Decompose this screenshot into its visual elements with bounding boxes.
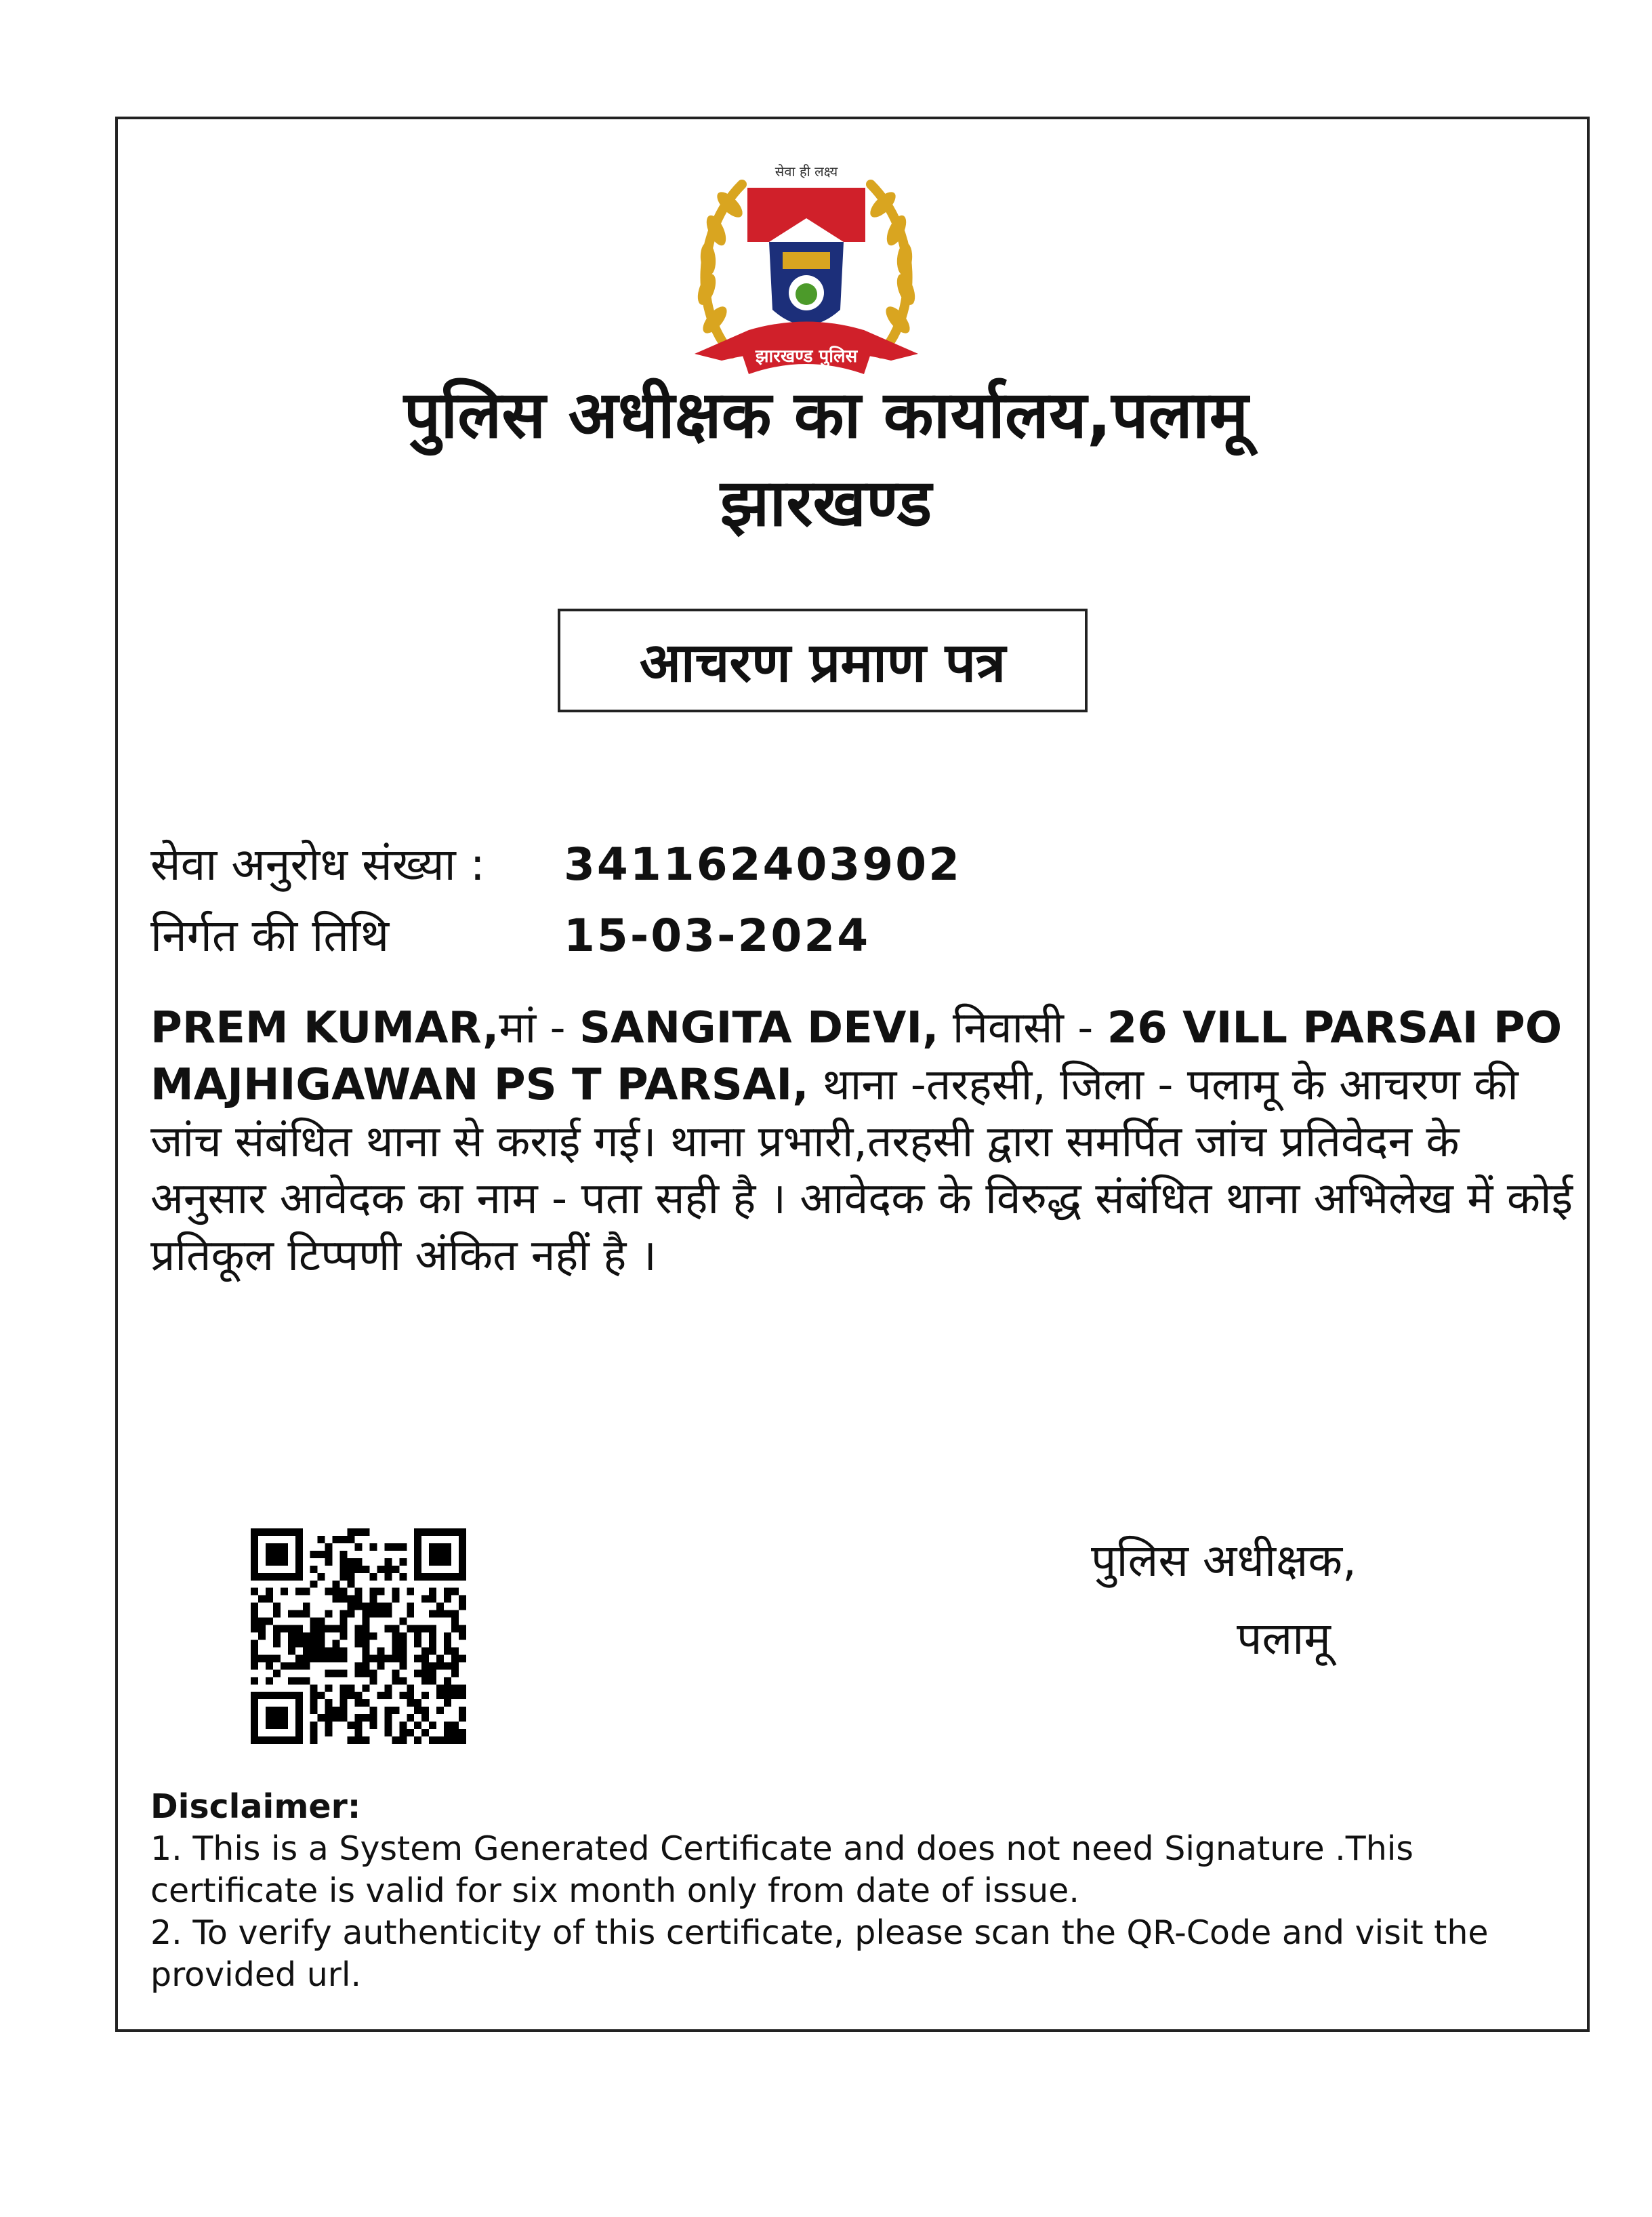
issue-date-label: निर्गत की तिथि	[150, 910, 390, 962]
applicant-name: PREM KUMAR,	[150, 1003, 499, 1053]
body-statement: थाना -तरहसी, जिला - पलामू के आचरण की जांच संबंधित थाना से कराई गई। थाना प्रभारी,तरहसी द्वारा समर्पित जांच प्रतिवेदन के अनुसार आवेदक का नाम - पता सही है । आवेदक के विरुद्ध संबंधित थाना अभिलेख में कोई प्रतिकूल टिप्पणी अंकित नहीं है ।	[150, 1060, 1573, 1281]
disclaimer-heading: Disclaimer:	[150, 1787, 361, 1826]
disclaimer	[150, 1786, 1573, 1996]
issue-date-value: 15-03-2024	[564, 910, 871, 962]
applicant-address: 26 VILL PARSAI PO MAJHIGAWAN PS T PARSAI,	[150, 1003, 1563, 1110]
certificate-body	[150, 1000, 1573, 1284]
certificate-title	[558, 609, 1088, 712]
mother-name: SANGITA DEVI,	[579, 1003, 939, 1053]
request-number-value: 341162403902	[564, 838, 962, 891]
request-number-label: सेवा अनुरोध संख्या :	[150, 838, 485, 891]
disclaimer-line-2: 2. To verify authenticity of this certificate, please scan the QR-Code and visit the provided url.	[150, 1913, 1489, 1994]
signatory-location: पलामू	[1237, 1612, 1331, 1665]
office-title: पुलिस अधीक्षक का कार्यालय,पलामू	[403, 377, 1249, 453]
qr-code[interactable]	[251, 1528, 466, 1744]
body-resident-label: निवासी -	[938, 1003, 1107, 1053]
jharkhand-police-emblem	[667, 150, 945, 408]
body-mother-label: मां -	[499, 1003, 579, 1053]
certificate-title-text: आचरण प्रमाण पत्र	[639, 631, 1006, 694]
office-state: झारखण्ड	[720, 465, 932, 541]
signatory-title: पुलिस अधीक्षक,	[1091, 1534, 1357, 1587]
emblem-motto: सेवा ही लक्ष्य	[775, 163, 838, 180]
emblem-banner-text: झारखण्ड पुलिस	[755, 346, 858, 367]
issue-date-row	[150, 912, 870, 961]
request-number-row	[150, 840, 962, 890]
disclaimer-line-1: 1. This is a System Generated Certificate and does not need Signature .This certificate is valid for six month only from date of issue.	[150, 1829, 1413, 1910]
